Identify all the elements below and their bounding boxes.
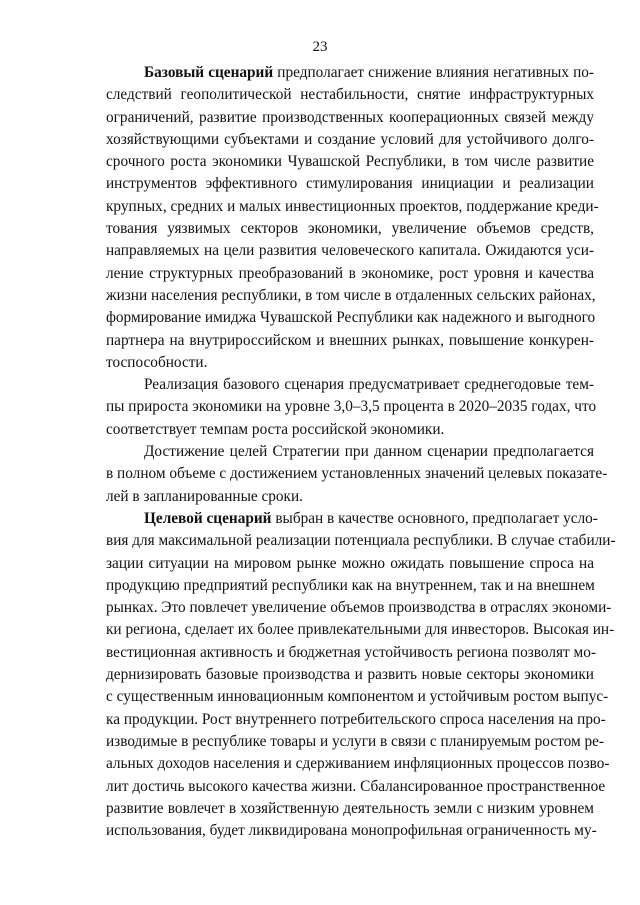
paragraph xyxy=(106,62,599,374)
line-text: продукцию предприятий республики как на внутреннем, так и на внешнем xyxy=(106,576,595,594)
document-body xyxy=(106,62,616,842)
line-text: ки региона, сделает их более привлекательными для инвесторов. Высокая ин- xyxy=(106,621,615,639)
line-text: крупных, средних и малых инвестиционных проектов, поддержание креди- xyxy=(106,197,599,215)
text-line xyxy=(106,530,616,552)
line-text: формирование имиджа Чувашской Республики как надежного и выгодного xyxy=(106,309,596,327)
lead-term: Базовый сценарий xyxy=(144,64,274,81)
text-line xyxy=(106,486,594,508)
text-line xyxy=(106,820,597,842)
text-line xyxy=(106,307,594,329)
line-text: ление структурных преобразований в экономике, рост уровня и качества xyxy=(106,264,594,282)
line-text: тования уязвимых секторов экономики, увеличение объемов средств, xyxy=(106,220,594,238)
text-line xyxy=(106,709,606,731)
text-line xyxy=(106,352,594,374)
line-text: Реализация базового сценария предусматривает среднегодовые тем- xyxy=(144,376,594,394)
paragraph xyxy=(106,374,597,441)
line-text: срочного роста экономики Чувашской Республики, в том числе развитие xyxy=(106,153,594,171)
line-text: лит достичь высокого качества жизни. Сбалансированное пространственное xyxy=(106,777,606,795)
text-line xyxy=(106,84,594,106)
text-line xyxy=(106,330,594,352)
line-text: тоспособности. xyxy=(106,353,208,371)
text-line xyxy=(106,686,609,708)
text-line xyxy=(106,129,594,151)
text-line xyxy=(106,218,594,240)
line-text: изводимые в республике товары и услуги в связи с планируемым ростом ре- xyxy=(106,732,605,750)
line-text: ограничений, развитие производственных кооперационных связей между xyxy=(106,108,594,126)
line-text: развитие вовлечет в хозяйственную деятельность земли с низким уровнем xyxy=(106,799,594,817)
text-line xyxy=(106,664,594,686)
line-text: вия для максимальной реализации потенциала республики. В случае стабили- xyxy=(106,532,616,550)
text-line xyxy=(106,619,615,641)
line-text: дернизировать базовые производства и развить новые секторы экономики xyxy=(106,666,594,684)
text-line xyxy=(106,753,610,775)
text-line xyxy=(106,151,594,173)
line-text: инструментов эффективного стимулирования инициации и реализации xyxy=(106,175,594,193)
lead-term: Целевой сценарий xyxy=(144,509,272,527)
text-line xyxy=(106,240,594,262)
text-line xyxy=(106,263,594,285)
text-line xyxy=(106,419,594,441)
line-text: соответствует темпам роста российской экономики. xyxy=(106,420,445,438)
text-line xyxy=(106,575,594,597)
line-text: использования, будет ликвидирована монопрофильная ограниченность му- xyxy=(106,822,597,840)
text-line xyxy=(106,196,599,218)
line-text: ка продукции. Рост внутреннего потребительского спроса населения на про- xyxy=(106,710,606,728)
line-text: с существенным инновационным компонентом и устойчивым ростом выпус- xyxy=(106,688,609,706)
line-text: выбран в качестве основного, предполагает усло- xyxy=(271,509,598,527)
paragraph xyxy=(106,441,608,508)
line-text: партнера на внутрироссийском и внешних рынках, повышение конкурен- xyxy=(106,331,594,349)
line-text: лей в запланированные сроки. xyxy=(106,487,303,505)
line-text: пы прироста экономики на уровне 3,0–3,5 процента в 2020–2035 годах, что xyxy=(106,398,597,416)
text-line xyxy=(106,508,598,530)
line-text: зации ситуации на мировом рынке можно ожидать повышение спроса на xyxy=(106,554,594,572)
line-text: жизни населения республики, в том числе в отдаленных сельских районах, xyxy=(106,286,596,304)
line-text: вестиционная активность и бюджетная устойчивость региона позволят мо- xyxy=(106,643,596,661)
text-line xyxy=(106,107,594,129)
text-line xyxy=(106,731,605,753)
text-line xyxy=(106,285,594,307)
line-text: следствий геополитической нестабильности, снятие инфраструктурных xyxy=(106,86,594,104)
text-line xyxy=(106,62,594,84)
line-text: хозяйствующими субъектами и создание условий для устойчивого долго- xyxy=(106,130,594,148)
line-text: направляемых на цели развития человеческого капитала. Ожидаются уси- xyxy=(106,242,594,260)
page-number: 23 xyxy=(312,39,328,55)
text-line xyxy=(106,374,594,396)
text-line xyxy=(106,798,594,820)
line-text: в полном объеме с достижением установленных значений целевых показате- xyxy=(106,465,608,483)
line-text: Достижение целей Стратегии при данном сценарии предполагается xyxy=(144,443,594,461)
text-line xyxy=(106,597,612,619)
text-line xyxy=(106,553,594,575)
line-text: рынках. Это повлечет увеличение объемов производства в отраслях экономи- xyxy=(106,599,612,617)
line-text: альных доходов населения и сдерживанием инфляционных процессов позво- xyxy=(106,755,610,773)
paragraph xyxy=(106,508,616,842)
text-line xyxy=(106,463,608,485)
line-text: предполагает снижение влияния негативных по- xyxy=(273,64,594,81)
text-line xyxy=(106,173,594,195)
text-line xyxy=(106,396,597,418)
text-line xyxy=(106,776,606,798)
text-line xyxy=(106,441,594,463)
text-line xyxy=(106,642,594,664)
